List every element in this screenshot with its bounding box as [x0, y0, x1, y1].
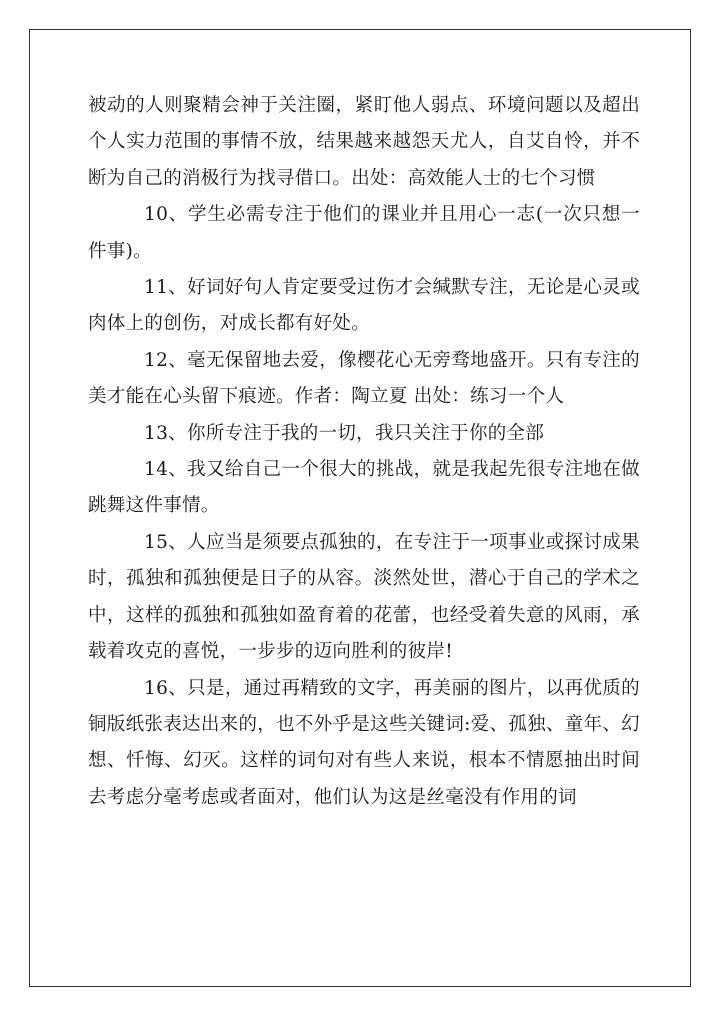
- paragraph-14: 14、我又给自己一个很大的挑战，就是我起先很专注地在做跳舞这件事情。: [88, 459, 640, 517]
- paragraph-16: 16、只是，通过再精致的文字，再美丽的图片，以再优质的铜版纸张表达出来的，也不外乎是这些关键词:爱、孤独、童年、幻想、忏悔、幻灭。这样的词句对有些人来说，根本不情愿抽出时间去考虑分毫考虑或者面对，他们认为这是丝毫没有作用的词: [88, 677, 640, 808]
- document-body: [88, 88, 640, 816]
- paragraph-13: 13、你所专注于我的一切，我只关注于你的全部: [144, 422, 545, 444]
- paragraph-11: 11、好词好句人肯定要受过伤才会缄默专注，无论是心灵或肉体上的创伤，对成长都有好处。: [88, 277, 640, 335]
- paragraph-continued: 被动的人则聚精会神于关注圈，紧盯他人弱点、环境问题以及超出个人实力范围的事情不放，结果越来越怨天尤人，自艾自怜，并不断为自己的消极行为找寻借口。出处：高效能人士的七个习惯: [88, 95, 640, 189]
- paragraph-15: 15、人应当是须要点孤独的，在专注于一项事业或探讨成果时，孤独和孤独便是日子的从容。淡然处世，潜心于自己的学术之中，这样的孤独和孤独如盈育着的花蕾，也经受着失意的风雨，承载着攻克的喜悦，一步步的迈向胜利的彼岸!: [88, 531, 640, 663]
- paragraph-12: 12、毫无保留地去爱，像樱花心无旁骛地盛开。只有专注的美才能在心头留下痕迹。作者：陶立夏 出处：练习一个人: [88, 349, 640, 408]
- paragraph-10: 10、学生必需专注于他们的课业并且用心一志(一次只想一件事)。: [88, 204, 640, 262]
